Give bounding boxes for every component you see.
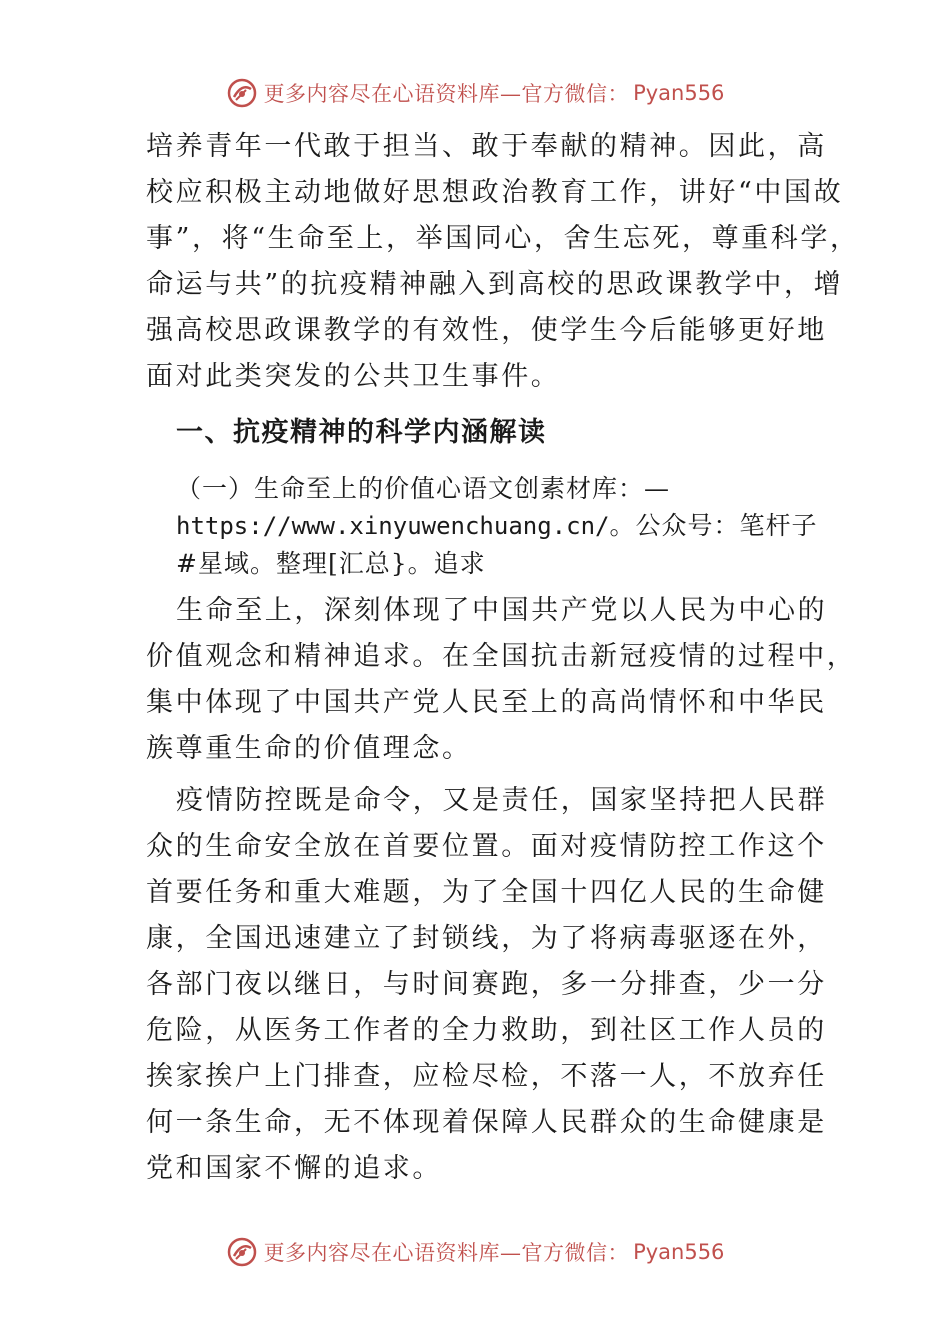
subsection-line <box>176 507 876 545</box>
banner-wechat-id: Pyan556 <box>633 81 725 105</box>
source-url: https://www.xinyuwenchuang.cn/ <box>176 512 610 540</box>
text-line: 强高校思政课教学的有效性，使学生今后能够更好地 <box>146 315 827 346</box>
text-line: 挨家挨户上门排查，应检尽检，不落一人，不放弃任 <box>146 1061 827 1092</box>
text-line: 各部门夜以继日，与时间赛跑，多一分排查，少一分 <box>146 969 827 1000</box>
text-line: 集中体现了中国共产党人民至上的高尚情怀和中华民 <box>146 687 827 718</box>
text-line: 面对此类突发的公共卫生事件。 <box>146 361 561 392</box>
text-line: 何一条生命，无不体现着保障人民群众的生命健康是 <box>146 1107 827 1138</box>
banner-text: 更多内容尽在心语资料库—官方微信： <box>263 1241 630 1265</box>
text-line: 党和国家不懈的追求。 <box>146 1153 442 1184</box>
text-line: 康，全国迅速建立了封锁线，为了将病毒驱逐在外， <box>146 923 827 954</box>
text-line: 族尊重生命的价值理念。 <box>146 733 472 764</box>
footer-banner <box>0 1227 950 1277</box>
text-line: 众的生命安全放在首要位置。面对疫情防控工作这个 <box>146 831 827 862</box>
section-heading: 一、抗疫精神的科学内涵解读 <box>176 417 547 448</box>
paragraph-1 <box>146 588 857 772</box>
text-line: 生命至上，深刻体现了中国共产党以人民为中心的 <box>176 595 828 626</box>
text-line: 培养青年一代敢于担当、敢于奉献的精神。因此，高 <box>146 131 827 162</box>
brand-logo-icon <box>226 1236 258 1268</box>
text-line: 首要任务和重大难题，为了全国十四亿人民的生命健 <box>146 877 827 908</box>
subsection-heading <box>176 470 876 582</box>
text-line: 校应积极主动地做好思想政治教育工作，讲好“中国故 <box>146 177 844 208</box>
paragraph-2 <box>146 778 828 1192</box>
subsection-line: （一）生命至上的价值心语文创素材库：— <box>176 474 671 503</box>
text-line: 危险，从医务工作者的全力救助，到社区工作人员的 <box>146 1015 827 1046</box>
header-banner <box>0 68 950 118</box>
brand-logo-icon <box>226 77 258 109</box>
text-line: 事”，将“生命至上，举国同心，舍生忘死，尊重科学， <box>146 223 860 254</box>
text-line: 疫情防控既是命令，又是责任，国家坚持把人民群 <box>176 785 828 816</box>
text-line: 价值观念和精神追求。在全国抗击新冠疫情的过程中， <box>146 641 857 672</box>
text-line: 命运与共”的抗疫精神融入到高校的思政课教学中，增 <box>146 269 844 300</box>
subsection-line: #星域。整理[汇总}。追求 <box>176 549 486 578</box>
banner-wechat-id: Pyan556 <box>633 1240 725 1264</box>
subsection-line-rest: 。公众号：笔杆子 <box>609 511 818 540</box>
banner-text: 更多内容尽在心语资料库—官方微信： <box>263 82 630 106</box>
intro-paragraph <box>146 124 860 400</box>
